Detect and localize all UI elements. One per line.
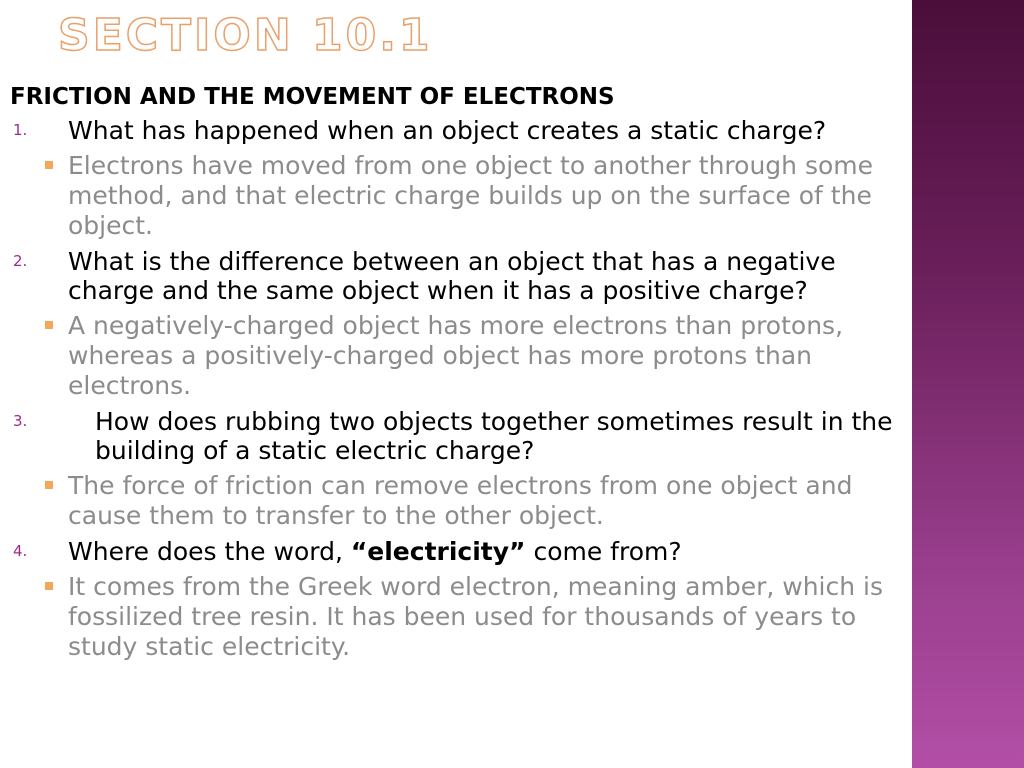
square-bullet-icon bbox=[45, 582, 53, 590]
answer-text: The force of friction can remove electrons from one object and cause them to transfer to the other object. bbox=[68, 471, 853, 530]
question-text-pre: Where does the word, bbox=[68, 537, 351, 566]
question-number: 3. bbox=[13, 412, 28, 430]
answer-1 bbox=[10, 151, 902, 241]
question-text: What is the difference between an object that has a negative charge and the same object when it has a positive charge? bbox=[68, 247, 836, 305]
section-heading: FRICTION AND THE MOVEMENT OF ELECTRONS bbox=[10, 84, 615, 110]
answer-text: It comes from the Greek word electron, meaning amber, which is fossilized tree resin. It has been used for thousands of years to study static electricity. bbox=[68, 572, 884, 661]
question-text: How does rubbing two objects together sometimes result in the building of a static electric charge? bbox=[95, 407, 893, 465]
question-number: 4. bbox=[13, 542, 28, 560]
answer-4 bbox=[10, 572, 902, 662]
answer-text: Electrons have moved from one object to another through some method, and that electric charge builds up on the surface of the object. bbox=[68, 151, 874, 240]
question-text-emphasis: “electricity” bbox=[350, 537, 526, 566]
question-text-post: come from? bbox=[525, 537, 682, 566]
question-number: 1. bbox=[13, 121, 28, 139]
square-bullet-icon bbox=[45, 481, 53, 489]
question-3 bbox=[10, 407, 902, 465]
square-bullet-icon bbox=[45, 161, 53, 169]
slide-title: SECTION 10.1 bbox=[58, 10, 433, 61]
question-1 bbox=[10, 116, 902, 145]
question-text bbox=[10, 537, 902, 566]
square-bullet-icon bbox=[45, 321, 53, 329]
answer-3 bbox=[10, 471, 902, 531]
question-number: 2. bbox=[13, 252, 28, 270]
question-4 bbox=[10, 537, 902, 566]
answer-text: A negatively-charged object has more electrons than protons, whereas a positively-charged object has more protons than electrons. bbox=[68, 311, 844, 400]
slide-content bbox=[10, 82, 902, 668]
question-2 bbox=[10, 247, 902, 305]
decorative-side-band bbox=[912, 0, 1024, 768]
answer-2 bbox=[10, 311, 902, 401]
question-text: What has happened when an object creates a static charge? bbox=[68, 116, 827, 145]
